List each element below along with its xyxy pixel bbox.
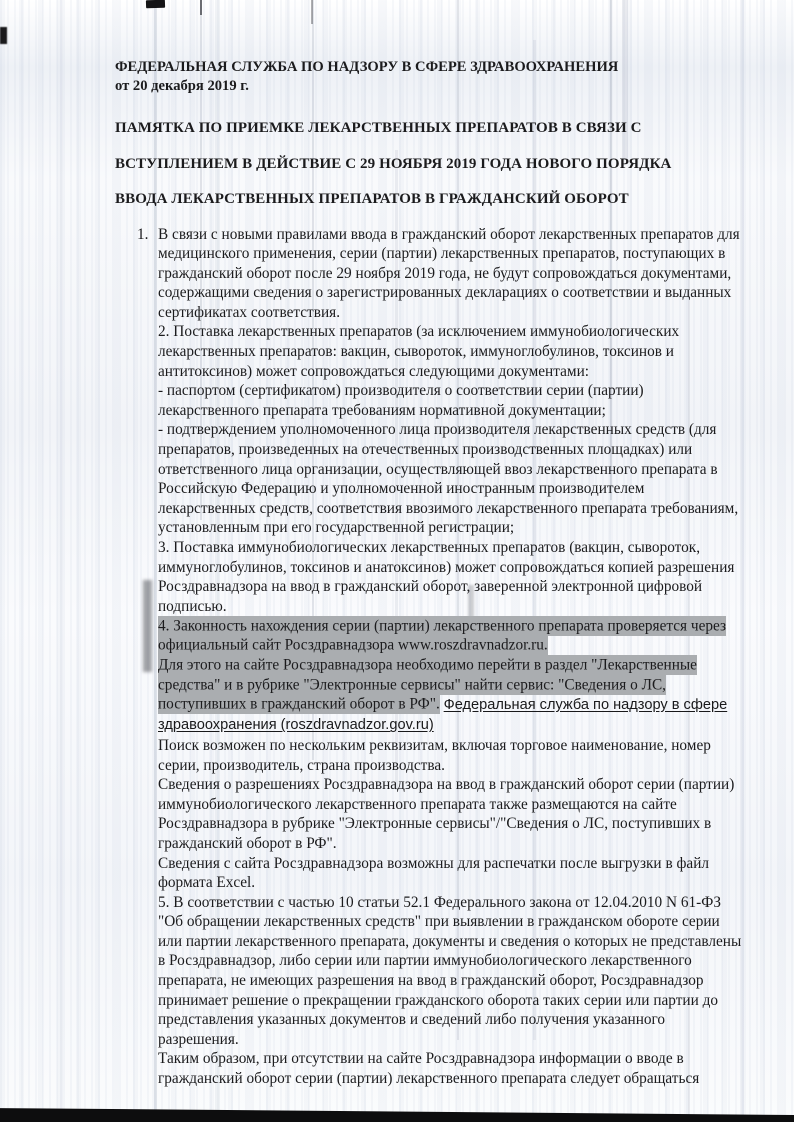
paragraph-passport-item: - паспортом (сертификатом) производителя о соответствии серии (партии) лекарственного препарата требованиям нормативной документации; bbox=[158, 382, 644, 419]
document-content bbox=[115, 58, 740, 1089]
paragraph-immunobiological: 3. Поставка иммунобиологических лекарственных препаратов (вакцин, сывороток, иммуноглобулинов, токсинов и анатоксинов) может сопровождаться копией разрешения Росздравнадзора на ввод в гражданский оборот, заверенной электронной цифровой подписью. bbox=[158, 539, 735, 615]
paragraph-permissions-info: Сведения о разрешениях Росздравнадзора на ввод в гражданский оборот серии (партии) иммунобиологического лекарственного препарата также размещаются на сайте Росздравнадзора в рубрике "Электронные сервисы"/"Сведения о ЛС, поступивших в гражданский оборот в РФ". bbox=[158, 776, 735, 852]
paragraph-conclusion: Таким образом, при отсутствии на сайте Росздравнадзора информации о вводе в гражданский оборот серии (партии) лекарственного препарата следует обращаться bbox=[158, 1050, 700, 1088]
document-title bbox=[115, 118, 740, 209]
paragraph-search: Поиск возможен по нескольким реквизитам, включая торговое наименование, номер серии, производитель, страна производства. bbox=[158, 736, 711, 774]
paragraph-legality-check bbox=[158, 616, 746, 655]
document-body bbox=[137, 225, 746, 1089]
paragraph-federal-law: 5. В соответствии с частью 10 статьи 52.1 Федерального закона от 12.04.2010 N 61-ФЗ "Об обращении лекарственных средств" при выявлении в гражданском обороте серии или партии лекарственного препарата, документы и сведения о которых не представлены в Росздравнадзор, либо серии или партии иммунобиологического лекарственного препарата, не имеющих разрешения на ввод в гражданский оборот, Росздравнадзор принимает решение о прекращении гражданского оборота таких серии или партии до представления указанных документов и сведений либо получения указанного разрешения. bbox=[158, 893, 742, 1048]
document-date: от 20 декабря 2019 г. bbox=[115, 78, 249, 94]
scan-mark-left-edge bbox=[0, 27, 7, 44]
scan-mark-line bbox=[200, 0, 202, 15]
paragraph-confirmation-item: - подтверждением уполномоченного лица производителя лекарственных средств (для препаратов, произведенных на отечественных производственных площадках) или ответственного лица организации, осуществляющей ввоз лекарственного препарата в Российскую Федерацию и уполномоченной иностранным производителем лекарственных средств, соответствия ввозимого лекарственного препарата требованиям, установленным при его государственной регистрации; bbox=[158, 421, 739, 537]
document-header bbox=[115, 58, 740, 96]
title-line: ВВОДА ЛЕКАРСТВЕННЫХ ПРЕПАРАТОВ В ГРАЖДАНСКИЙ ОБОРОТ bbox=[115, 191, 629, 207]
scan-mark-line bbox=[311, 0, 313, 24]
paragraph-supply-docs: 2. Поставка лекарственных препаратов (за исключением иммунобиологических лекарственных препаратов: вакцин, сывороток, иммуноглобулинов, токсинов и антитоксинов) может сопровождаться следующими документами: bbox=[158, 323, 680, 380]
paragraph-site-instructions bbox=[158, 656, 746, 736]
scan-streak bbox=[60, 0, 63, 1122]
paragraph-intro: В связи с новыми правилами ввода в гражданский оборот лекарственных препаратов для медицинского применения, серии (партии) лекарственных препаратов, поступающих в гражданский оборот после 29 ноября 2019 года, не будут сопровождаться документами, содержащими сведения о зарегистрированных декларациях о соответствии и выданных сертификатах соответствия. bbox=[158, 225, 740, 321]
scan-black-band bbox=[0, 1108, 794, 1122]
list-number: 1. bbox=[137, 225, 149, 243]
highlighted-text: 4. Законность нахождения серии (партии) лекарственного препарата проверяется через официальный сайт Росздравнадзора www.roszdravnadzor.ru. bbox=[158, 617, 727, 654]
scan-mark-top bbox=[146, 0, 165, 8]
roszdravnadzor-hyperlink[interactable]: Федеральная служба по надзору в сфере здравоохранения (roszdravnadzor.gov.ru) bbox=[158, 696, 728, 734]
title-line: ВСТУПЛЕНИЕМ В ДЕЙСТВИЕ С 29 НОЯБРЯ 2019 ГОДА НОВОГО ПОРЯДКА bbox=[115, 155, 672, 172]
title-line: ПАМЯТКА ПО ПРИЕМКЕ ЛЕКАРСТВЕННЫХ ПРЕПАРАТОВ В СВЯЗИ С bbox=[115, 120, 642, 136]
highlighted-text: Для этого на сайте Росздравнадзора необходимо перейти в раздел "Лекарственные средства" и в рубрике "Электронные сервисы" найти сервис: "Сведения о ЛС, поступивших в гражданский оборот в РФ". bbox=[158, 656, 697, 713]
issuing-authority: ФЕДЕРАЛЬНАЯ СЛУЖБА ПО НАДЗОРУ В СФЕРЕ ЗДРАВООХРАНЕНИЯ bbox=[115, 59, 619, 75]
paragraph-excel: Сведения с сайта Росздравнадзора возможны для распечатки после выгрузки в файл формата Excel. bbox=[158, 854, 710, 892]
